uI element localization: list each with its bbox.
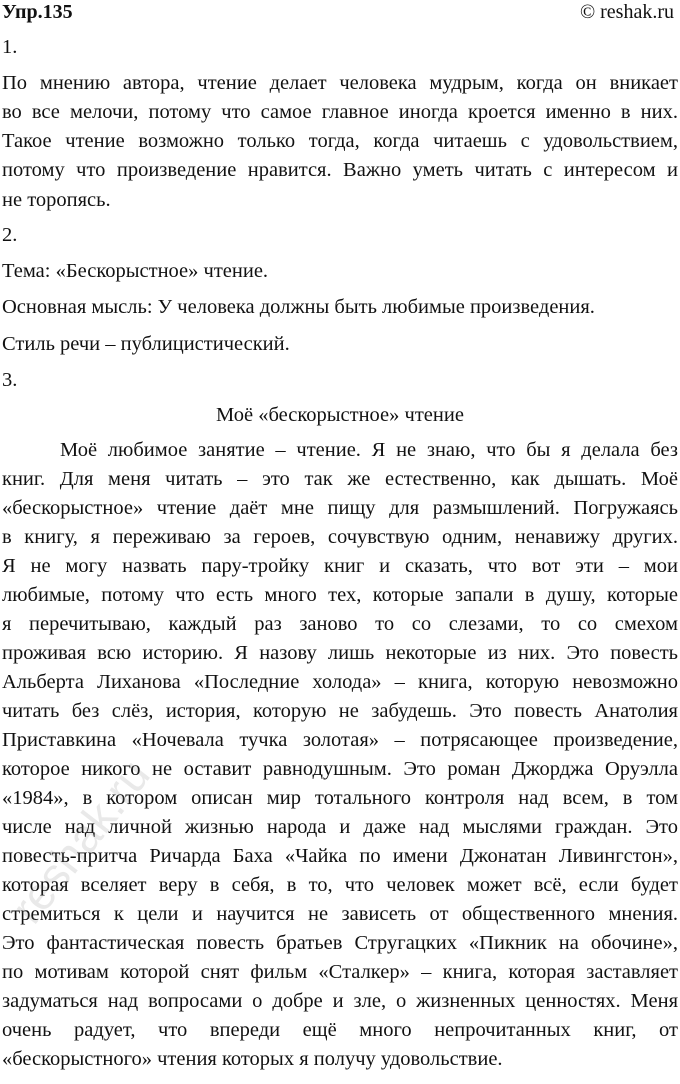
essay-line: в книгу, я переживаю за героев, сочувствую одним, ненавижу других. — [2, 526, 678, 548]
essay-line: «бескорыстное» чтение даёт мне пищу для размышлений. Погружаясь — [2, 497, 678, 519]
answer-2-style: Стиль речи – публицистический. — [2, 333, 290, 355]
essay-line: числе над личной жизнью народа и даже над мыслями граждан. Это — [2, 816, 678, 838]
essay-line: стремиться к цели и научится не зависеть от общественного мнения. — [2, 903, 678, 925]
essay-line: «бескорыстного» чтения которых я получу удовольствие. — [2, 1048, 503, 1070]
answer-1-line: Такое чтение возможно только тогда, когда читаешь с удовольствием, — [2, 130, 678, 152]
essay-line: читать без слёз, история, которую не забудешь. Это повесть Анатолия — [2, 700, 678, 722]
answer-1-line: во все мелочи, потому что самое главное иногда кроется именно в них. — [2, 101, 678, 123]
answer-3-number: 3. — [2, 369, 18, 391]
essay-line: которая вселяет веру в себя, в то, что человек может всё, если будет — [2, 874, 678, 896]
brand-label: © reshak.ru — [579, 1, 674, 23]
essay-line: которое никого не оставит равнодушным. Это роман Джорджа Оруэлла — [2, 758, 678, 780]
watermark: reshak.ru — [0, 749, 160, 933]
answer-1-line: По мнению автора, чтение делает человека мудрым, когда он вникает — [2, 72, 678, 94]
answer-2-main-idea: Основная мысль: У человека должны быть любимые произведения. — [2, 296, 595, 318]
essay-line: Я не могу назвать пару-тройку книг и сказать, что вот эти – мои — [2, 555, 678, 577]
essay-line: задуматься над вопросами о добре и зле, о жизненных ценностях. Меня — [2, 990, 678, 1012]
answer-1-number: 1. — [2, 36, 18, 58]
header — [2, 0, 674, 26]
answer-1-line: потому что произведение нравится. Важно уметь читать с интересом и — [2, 159, 678, 181]
essay-line: я перечитываю, каждый раз заново то со слезами, то со смехом — [2, 613, 678, 635]
essay-line: Это фантастическая повесть братьев Стругацких «Пикник на обочине», — [2, 932, 678, 954]
essay-line: «1984», в котором описан мир тотального контроля над всем, в том — [2, 787, 678, 809]
essay-line: любимые, потому что есть много тех, которые запали в душу, которые — [2, 584, 678, 606]
essay-line: проживая всю историю. Я назову лишь некоторые из них. Это повесть — [2, 642, 678, 664]
essay-line: Приставкина «Ночевала тучка золотая» – потрясающее произведение, — [2, 729, 678, 751]
essay-line: Моё любимое занятие – чтение. Я не знаю, что бы я делала без — [60, 439, 678, 461]
answer-1-line: не торопясь. — [2, 189, 111, 211]
essay-line: повесть-притча Ричарда Баха «Чайка по имени Джонатан Ливингстон», — [2, 845, 678, 867]
essay-line: книг. Для меня читать – это так же естественно, как дышать. Моё — [2, 468, 678, 490]
essay-title: Моё «бескорыстное» чтение — [216, 404, 464, 426]
answer-2-number: 2. — [2, 224, 18, 246]
essay-line: Альберта Лиханова «Последние холода» – книга, которую невозможно — [2, 671, 678, 693]
essay-line: по мотивам которой снят фильм «Сталкер» – книга, которая заставляет — [2, 961, 678, 983]
answer-2-theme: Тема: «Бескорыстное» чтение. — [2, 260, 269, 282]
exercise-title: Упр.135 — [2, 1, 73, 23]
essay-line: очень радует, что впереди ещё много непрочитанных книг, от — [2, 1019, 678, 1041]
